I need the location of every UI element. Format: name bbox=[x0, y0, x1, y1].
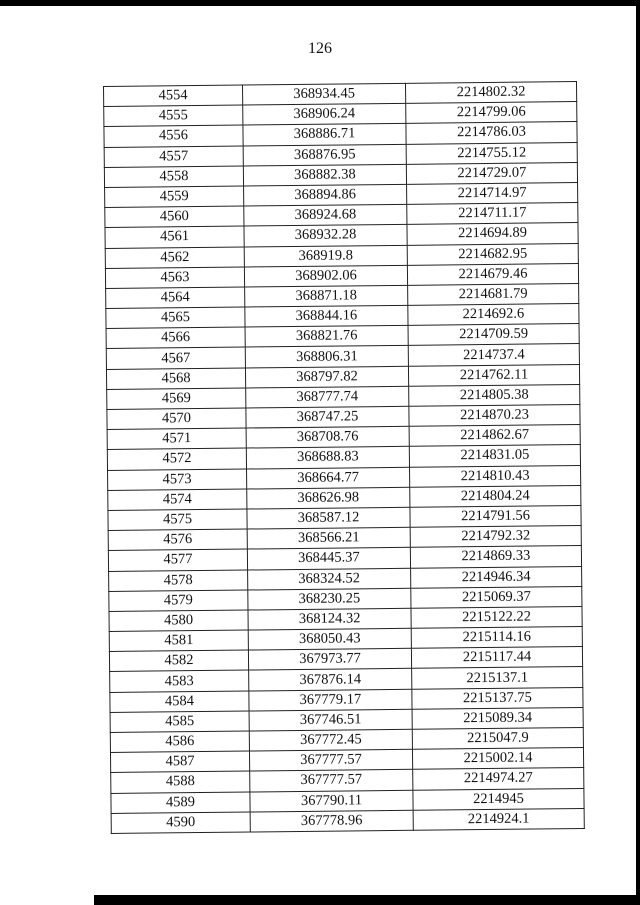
point-number-cell: 4588 bbox=[111, 771, 250, 793]
x-coordinate-cell: 367876.14 bbox=[249, 669, 412, 691]
y-coordinate-cell: 2214694.89 bbox=[407, 223, 578, 245]
y-coordinate-cell: 2215137.75 bbox=[412, 687, 583, 709]
y-coordinate-cell: 2214692.6 bbox=[408, 304, 579, 326]
point-number-cell: 4573 bbox=[108, 469, 247, 491]
x-coordinate-cell: 368906.24 bbox=[243, 104, 406, 126]
y-coordinate-cell: 2214802.32 bbox=[405, 82, 576, 104]
point-number-cell: 4566 bbox=[106, 327, 245, 349]
y-coordinate-cell: 2214681.79 bbox=[408, 283, 579, 305]
point-number-cell: 4582 bbox=[109, 650, 248, 672]
y-coordinate-cell: 2214862.67 bbox=[409, 425, 580, 447]
point-number-cell: 4574 bbox=[108, 489, 247, 511]
x-coordinate-cell: 367772.45 bbox=[249, 729, 412, 751]
y-coordinate-cell: 2214946.34 bbox=[411, 566, 582, 588]
y-coordinate-cell: 2214945 bbox=[413, 788, 584, 810]
y-coordinate-cell: 2215089.34 bbox=[412, 707, 583, 729]
point-number-cell: 4558 bbox=[104, 166, 243, 188]
y-coordinate-cell: 2214831.05 bbox=[409, 445, 580, 467]
y-coordinate-cell: 2214682.95 bbox=[407, 243, 578, 265]
point-number-cell: 4578 bbox=[109, 570, 248, 592]
point-number-cell: 4561 bbox=[105, 226, 244, 248]
y-coordinate-cell: 2214709.59 bbox=[408, 324, 579, 346]
point-number-cell: 4565 bbox=[106, 307, 245, 329]
x-coordinate-cell: 368932.28 bbox=[244, 225, 407, 247]
x-coordinate-cell: 368902.06 bbox=[244, 265, 407, 287]
y-coordinate-cell: 2215047.9 bbox=[412, 728, 583, 750]
x-coordinate-cell: 368124.32 bbox=[248, 608, 411, 630]
x-coordinate-cell: 368445.37 bbox=[247, 548, 410, 570]
y-coordinate-cell: 2214714.97 bbox=[407, 182, 578, 204]
x-coordinate-cell: 367779.17 bbox=[249, 689, 412, 711]
x-coordinate-cell: 368876.95 bbox=[243, 144, 406, 166]
x-coordinate-cell: 368797.82 bbox=[245, 366, 408, 388]
x-coordinate-cell: 368806.31 bbox=[245, 346, 408, 368]
point-number-cell: 4557 bbox=[104, 146, 243, 168]
x-coordinate-cell: 368626.98 bbox=[247, 487, 410, 509]
point-number-cell: 4587 bbox=[110, 751, 249, 773]
x-coordinate-cell: 368924.68 bbox=[244, 204, 407, 226]
point-number-cell: 4581 bbox=[109, 630, 248, 652]
x-coordinate-cell: 367973.77 bbox=[248, 649, 411, 671]
x-coordinate-cell: 368886.71 bbox=[243, 124, 406, 146]
point-number-cell: 4572 bbox=[107, 448, 246, 470]
y-coordinate-cell: 2214805.38 bbox=[409, 384, 580, 406]
point-number-cell: 4563 bbox=[105, 267, 244, 289]
point-number-cell: 4577 bbox=[108, 549, 247, 571]
y-coordinate-cell: 2214791.56 bbox=[410, 505, 581, 527]
y-coordinate-cell: 2215122.22 bbox=[411, 606, 582, 628]
page-number: 126 bbox=[308, 40, 332, 57]
x-coordinate-cell: 368230.25 bbox=[248, 588, 411, 610]
y-coordinate-cell: 2214924.1 bbox=[413, 808, 584, 830]
point-number-cell: 4585 bbox=[110, 711, 249, 733]
point-number-cell: 4590 bbox=[111, 812, 250, 834]
y-coordinate-cell: 2214729.07 bbox=[406, 162, 577, 184]
x-coordinate-cell: 368664.77 bbox=[247, 467, 410, 489]
x-coordinate-cell: 367777.57 bbox=[250, 770, 413, 792]
point-number-cell: 4568 bbox=[106, 368, 245, 390]
y-coordinate-cell: 2214679.46 bbox=[407, 263, 578, 285]
point-number-cell: 4579 bbox=[109, 590, 248, 612]
y-coordinate-cell: 2215002.14 bbox=[412, 748, 583, 770]
x-coordinate-cell: 368821.76 bbox=[245, 326, 408, 348]
point-number-cell: 4570 bbox=[107, 408, 246, 430]
point-number-cell: 4569 bbox=[107, 388, 246, 410]
coordinate-table-body bbox=[104, 82, 585, 834]
y-coordinate-cell: 2214786.03 bbox=[406, 122, 577, 144]
x-coordinate-cell: 368894.86 bbox=[244, 184, 407, 206]
y-coordinate-cell: 2214870.23 bbox=[409, 405, 580, 427]
x-coordinate-cell: 367777.57 bbox=[249, 749, 412, 771]
point-number-cell: 4584 bbox=[110, 691, 249, 713]
x-coordinate-cell: 367778.96 bbox=[250, 810, 413, 832]
y-coordinate-cell: 2214737.4 bbox=[408, 344, 579, 366]
x-coordinate-cell: 368708.76 bbox=[246, 427, 409, 449]
y-coordinate-cell: 2215117.44 bbox=[411, 647, 582, 669]
point-number-cell: 4560 bbox=[105, 206, 244, 228]
point-number-cell: 4580 bbox=[109, 610, 248, 632]
y-coordinate-cell: 2214810.43 bbox=[410, 465, 581, 487]
y-coordinate-cell: 2215114.16 bbox=[411, 627, 582, 649]
y-coordinate-cell: 2214799.06 bbox=[406, 102, 577, 124]
y-coordinate-cell: 2215069.37 bbox=[411, 586, 582, 608]
coordinate-table bbox=[103, 81, 585, 834]
point-number-cell: 4589 bbox=[111, 792, 250, 814]
x-coordinate-cell: 368050.43 bbox=[248, 628, 411, 650]
point-number-cell: 4571 bbox=[107, 428, 246, 450]
y-coordinate-cell: 2215137.1 bbox=[412, 667, 583, 689]
table-row bbox=[111, 808, 584, 833]
x-coordinate-cell: 368844.16 bbox=[245, 305, 408, 327]
scan-bottom-edge bbox=[94, 895, 640, 905]
y-coordinate-cell: 2214711.17 bbox=[407, 203, 578, 225]
y-coordinate-cell: 2214869.33 bbox=[410, 546, 581, 568]
point-number-cell: 4586 bbox=[110, 731, 249, 753]
point-number-cell: 4554 bbox=[104, 85, 243, 107]
y-coordinate-cell: 2214755.12 bbox=[406, 142, 577, 164]
point-number-cell: 4576 bbox=[108, 529, 247, 551]
point-number-cell: 4567 bbox=[106, 347, 245, 369]
y-coordinate-cell: 2214804.24 bbox=[410, 485, 581, 507]
x-coordinate-cell: 368934.45 bbox=[242, 83, 405, 105]
scan-top-edge bbox=[0, 0, 640, 6]
x-coordinate-cell: 368688.83 bbox=[246, 447, 409, 469]
x-coordinate-cell: 368882.38 bbox=[243, 164, 406, 186]
x-coordinate-cell: 368587.12 bbox=[247, 507, 410, 529]
point-number-cell: 4564 bbox=[106, 287, 245, 309]
x-coordinate-cell: 368566.21 bbox=[247, 527, 410, 549]
x-coordinate-cell: 368747.25 bbox=[246, 406, 409, 428]
point-number-cell: 4556 bbox=[104, 125, 243, 147]
scan-right-edge bbox=[636, 0, 640, 905]
y-coordinate-cell: 2214974.27 bbox=[413, 768, 584, 790]
x-coordinate-cell: 368777.74 bbox=[246, 386, 409, 408]
y-coordinate-cell: 2214762.11 bbox=[408, 364, 579, 386]
x-coordinate-cell: 367790.11 bbox=[250, 790, 413, 812]
point-number-cell: 4559 bbox=[105, 186, 244, 208]
point-number-cell: 4555 bbox=[104, 105, 243, 127]
x-coordinate-cell: 368324.52 bbox=[248, 568, 411, 590]
point-number-cell: 4562 bbox=[105, 247, 244, 269]
x-coordinate-cell: 368919.8 bbox=[244, 245, 407, 267]
point-number-cell: 4583 bbox=[110, 670, 249, 692]
y-coordinate-cell: 2214792.32 bbox=[410, 526, 581, 548]
x-coordinate-cell: 367746.51 bbox=[249, 709, 412, 731]
x-coordinate-cell: 368871.18 bbox=[245, 285, 408, 307]
point-number-cell: 4575 bbox=[108, 509, 247, 531]
